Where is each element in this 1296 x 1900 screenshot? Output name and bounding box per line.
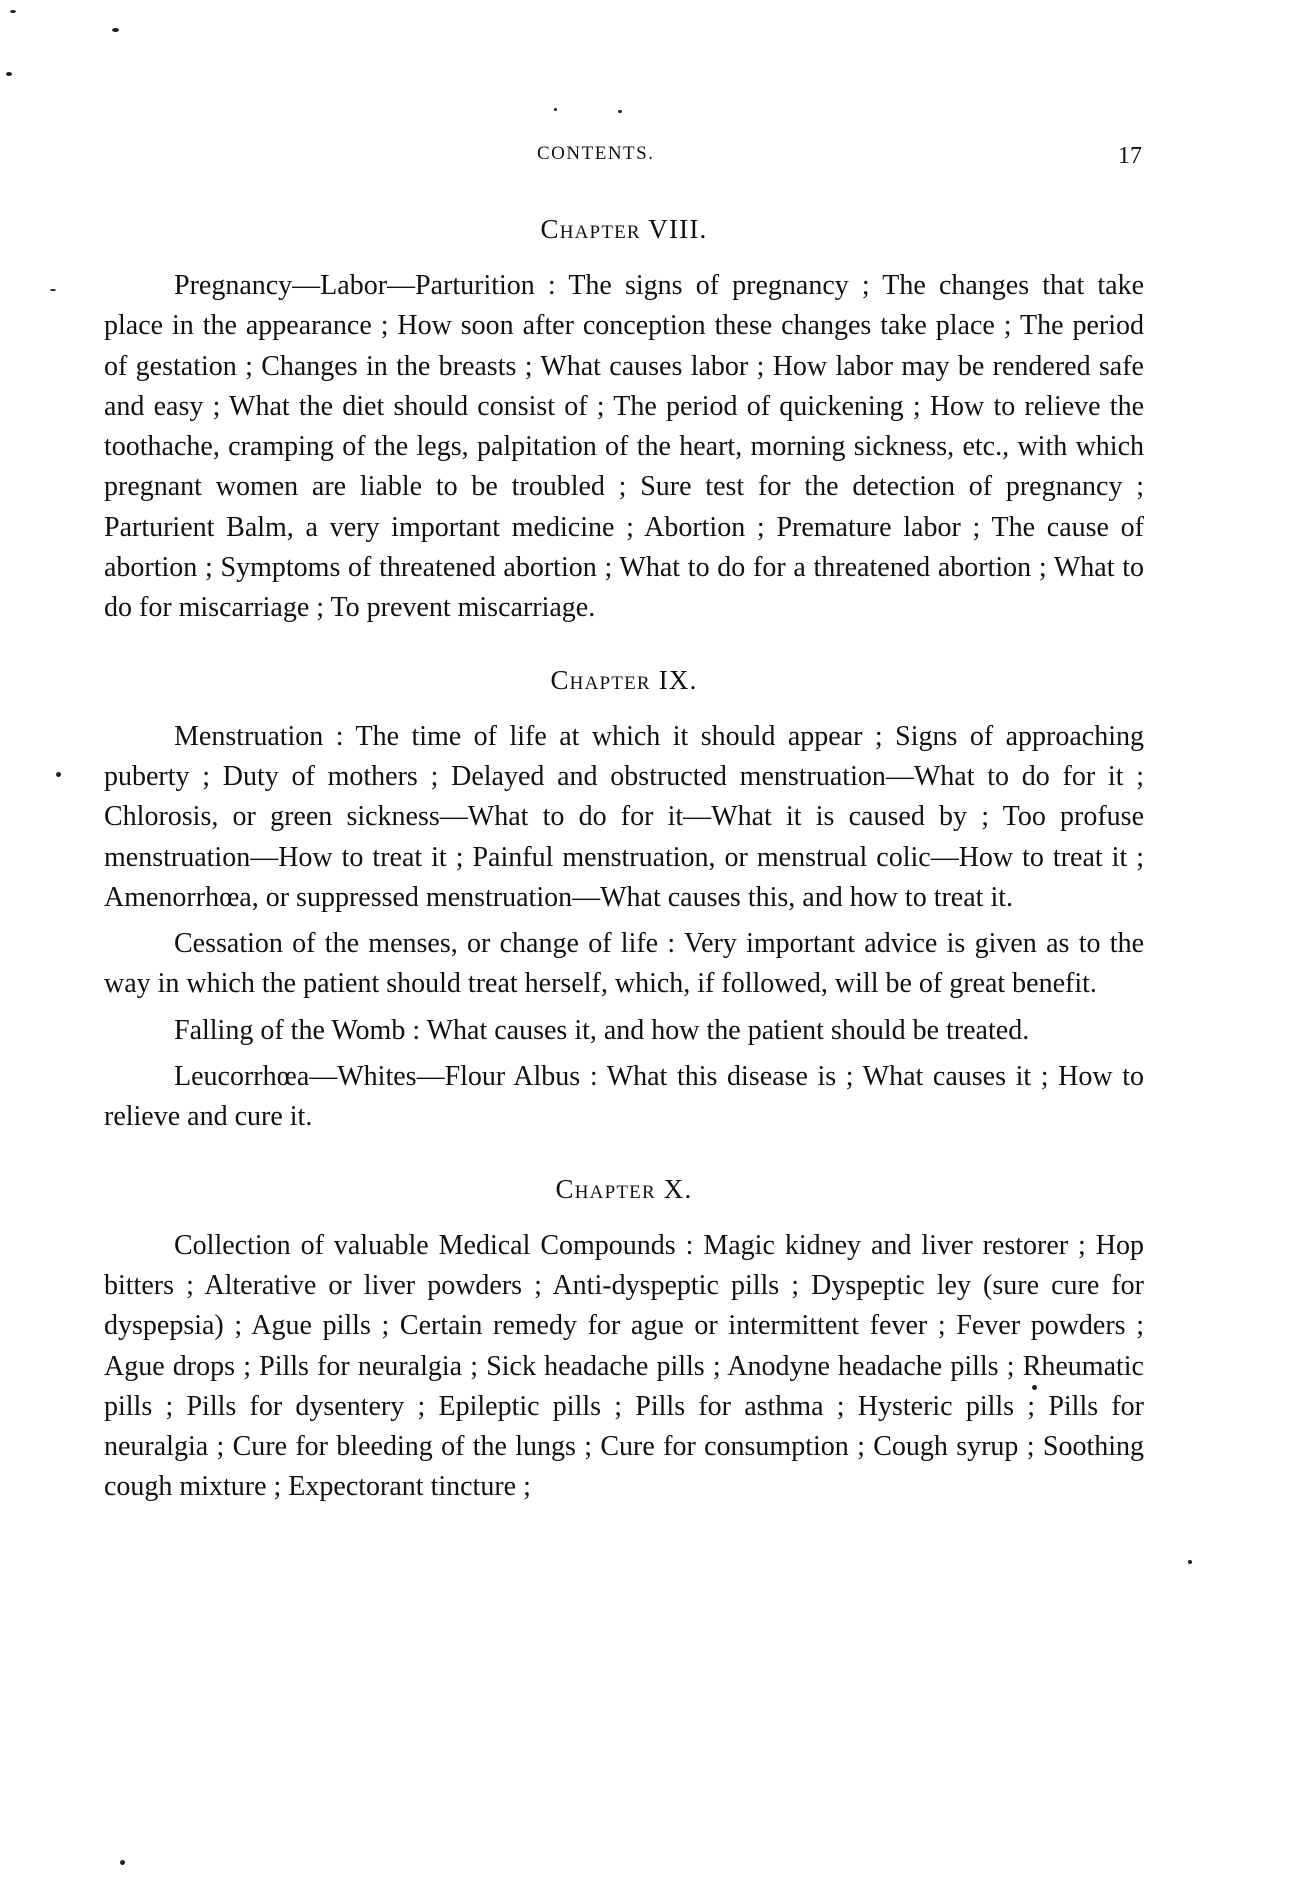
chapter-summary-paragraph: Cessation of the menses, or change of life : Very important advice is given as to the way in which the patient should treat herself, which, if followed, will be of great benefit. bbox=[104, 928, 1144, 1000]
scan-speck bbox=[10, 10, 16, 13]
chapter-heading: Chapter X. bbox=[555, 1173, 693, 1204]
chapter-summary-paragraph: Falling of the Womb : What causes it, and how the patient should be treated. bbox=[174, 1014, 1030, 1046]
chapter-heading: Chapter IX. bbox=[550, 664, 698, 695]
running-head: CONTENTS. bbox=[537, 143, 655, 164]
chapter-viii bbox=[104, 208, 1144, 629]
contents-body bbox=[104, 208, 1144, 1538]
chapter-summary-paragraph: Leucorrhœa—Whites—Flour Albus : What this disease is ; What causes it ; How to relieve and cure it. bbox=[104, 1061, 1144, 1133]
chapter-x bbox=[104, 1168, 1144, 1508]
chapter-summary-paragraph: Pregnancy—Labor—Parturition : The signs of pregnancy ; The changes that take place in the appearance ; How soon after conception these changes take place ; The period of gestation ; Changes in the breasts ; What causes labor ; How labor may be rendered safe and easy ; What the diet should consist of ; The period of quickening ; How to relieve the toothache, cramping of the legs, palpitation of the heart, morning sickness, etc., with which pregnant women are liable to be troubled ; Sure test for the detection of pregnancy ; Parturient Balm, a very important medicine ; Abortion ; Premature labor ; The cause of abortion ; Symptoms of threatened abortion ; What to do for a threatened abortion ; What to do for miscarriage ; To prevent miscarriage. bbox=[104, 270, 1144, 624]
chapter-summary-paragraph: Menstruation : The time of life at which it should appear ; Signs of approaching puberty ; Duty of mothers ; Delayed and obstructed menstruation—What to do for it ; Chlorosis, or green sickness—What to do for it—What it is caused by ; Too profuse menstruation—How to treat it ; Painful menstruation, or menstrual colic—How to treat it ; Amenorrhœa, or suppressed menstruation—What causes this, and how to treat it. bbox=[104, 720, 1144, 913]
chapter-heading: Chapter VIII. bbox=[540, 214, 708, 244]
scan-speck bbox=[618, 110, 622, 113]
scan-speck bbox=[56, 772, 61, 777]
scan-speck bbox=[1032, 1385, 1037, 1390]
chapter-summary-paragraph: Collection of valuable Medical Compounds : Magic kidney and liver restorer ; Hop bitters ; Alterative or liver powders ; Anti-dyspeptic pills ; Dyspeptic ley (sure cure for dyspepsia) ; Ague pills ; Certain remedy for ague or intermittent fever ; Fever powders ; Ague drops ; Pills for neuralgia ; Sick headache pills ; Anodyne headache pills ; Rheumatic pills ; Pills for dysentery ; Epileptic pills ; Pills for asthma ; Hysteric pills ; Pills for neuralgia ; Cure for bleeding of the lungs ; Cure for consumption ; Cough syrup ; Soothing cough mixture ; Expectorant tincture ; bbox=[104, 1229, 1144, 1503]
scan-speck bbox=[554, 108, 557, 111]
page-number: 17 bbox=[1118, 143, 1142, 169]
scan-speck bbox=[120, 1860, 125, 1865]
scan-speck bbox=[1188, 1560, 1192, 1564]
chapter-ix bbox=[104, 659, 1144, 1138]
scan-speck bbox=[50, 289, 56, 291]
scan-speck bbox=[6, 72, 12, 76]
scan-speck bbox=[112, 28, 119, 32]
